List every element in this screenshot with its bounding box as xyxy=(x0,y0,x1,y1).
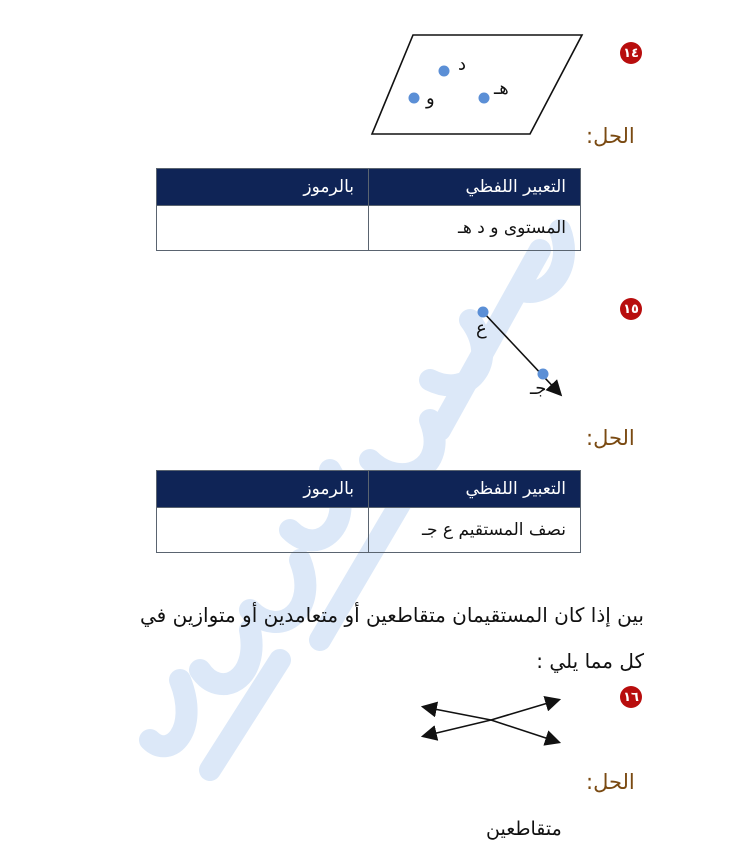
point-label-w: و xyxy=(426,88,435,109)
header-verbal: التعبير اللفظي xyxy=(369,169,581,206)
point-ain xyxy=(478,307,489,318)
instruction-line-1: بين إذا كان المستقيمان متقاطعين أو متعامدين أو متوازين في xyxy=(140,603,644,627)
point-h xyxy=(479,93,490,104)
header-symbols: بالرموز xyxy=(157,471,369,508)
cell-verbal: المستوى و د هـ xyxy=(369,206,581,251)
solution-label-16: الحل: xyxy=(586,770,635,794)
plane-figure xyxy=(360,30,590,140)
point-label-d: د xyxy=(458,54,467,75)
cell-symbols xyxy=(157,508,369,553)
answer-table-15 xyxy=(156,470,581,553)
point-label-jeem: جـ xyxy=(530,378,547,399)
ray-figure xyxy=(460,298,580,408)
instruction-paragraph xyxy=(60,592,644,684)
point-label-h: هـ xyxy=(494,78,509,99)
point-w xyxy=(409,93,420,104)
cell-symbols xyxy=(157,206,369,251)
answer-16: متقاطعين xyxy=(486,818,562,840)
question-number-15: ١٥ xyxy=(620,298,642,320)
solution-label-14: الحل: xyxy=(586,124,635,148)
header-symbols: بالرموز xyxy=(157,169,369,206)
point-label-ain: ع xyxy=(476,318,487,339)
intersecting-lines-figure xyxy=(416,690,566,750)
question-number-14: ١٤ xyxy=(620,42,642,64)
instruction-line-2: كل مما يلي : xyxy=(536,649,644,673)
answer-table-14 xyxy=(156,168,581,251)
point-d xyxy=(439,66,450,77)
question-number-16: ١٦ xyxy=(620,686,642,708)
cell-verbal: نصف المستقيم ع جـ xyxy=(369,508,581,553)
header-verbal: التعبير اللفظي xyxy=(369,471,581,508)
solution-label-15: الحل: xyxy=(586,426,635,450)
